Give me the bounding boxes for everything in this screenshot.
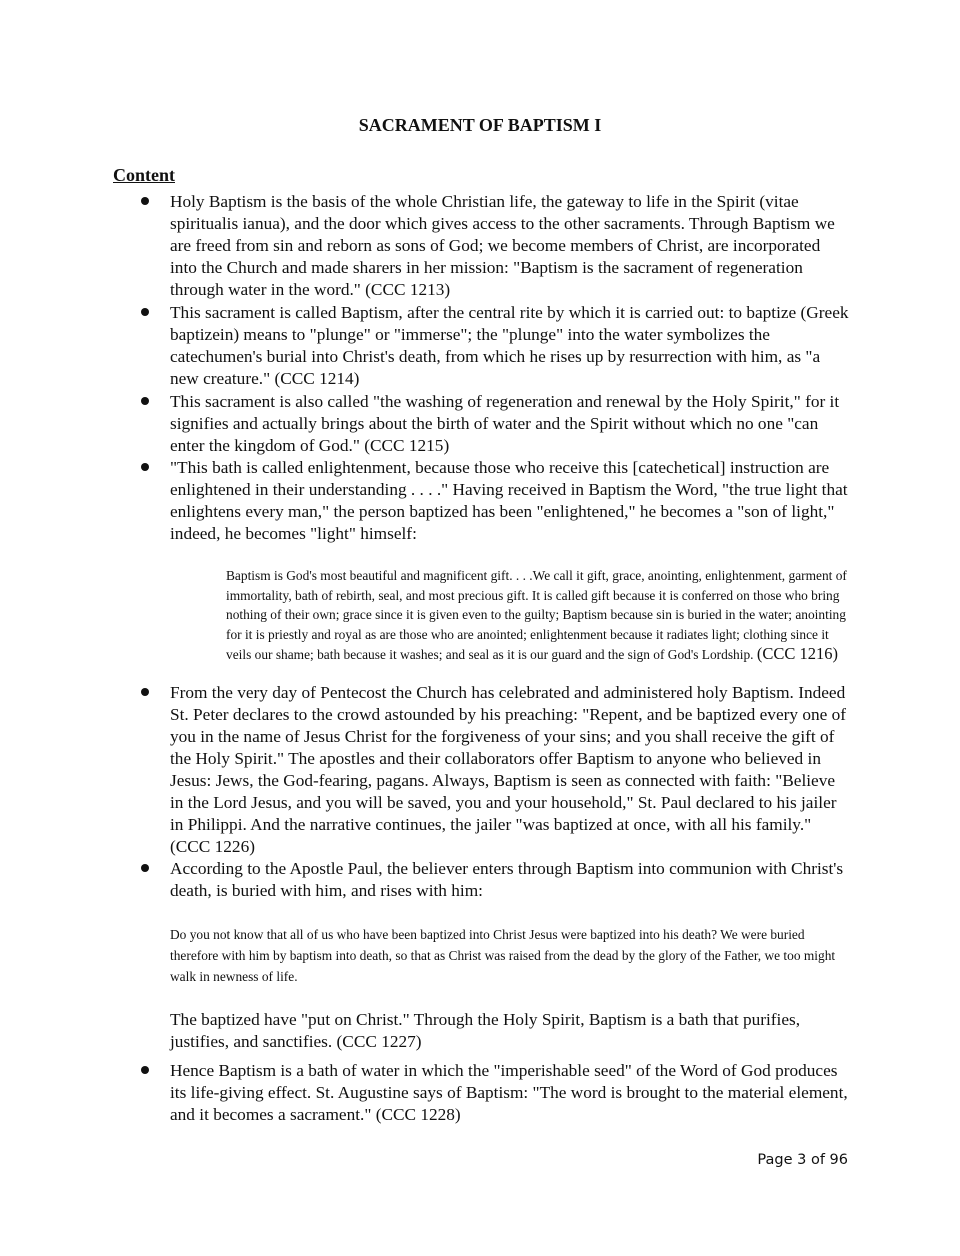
quote-text: Baptism is God's most beautiful and magnificent gift. . . .We call it gift, grace, anointing, enlightenment, garment of immortality, bath of rebirth, seal, and most precious gift. It is called gift because it is conferred on those who bring nothing of their own; grace since it is given even to the guilty; Baptism because sin is buried in the water; anointing for it is priestly and royal as are those who are anointed; enlightenment because it radiates light; clothing since it veils our shame; bath because it washes; and seal as it is our guard and the sign of God's Lordship. xyxy=(226,568,847,662)
quote-citation: (CCC 1216) xyxy=(756,644,839,663)
paragraph: The baptized have "put on Christ." Through the Holy Spirit, Baptism is a bath that purifies, justifies, and sanctifies. (CCC 1227) xyxy=(170,1010,801,1051)
bullet-icon xyxy=(141,463,149,471)
section-heading: Content xyxy=(113,165,175,185)
bullet-icon xyxy=(141,397,149,405)
bullet-icon xyxy=(141,688,149,696)
paragraph: This sacrament is also called "the washing of regeneration and renewal by the Holy Spirit," for it signifies and actually brings about the birth of water and the Spirit without which no one "can enter the kingdom of God." (CCC 1215) xyxy=(170,392,840,455)
bullet-icon xyxy=(141,864,149,872)
block-quote xyxy=(226,566,848,665)
bullet-icon xyxy=(141,1066,149,1074)
bullet-icon xyxy=(141,308,149,316)
paragraph: This sacrament is called Baptism, after the central rite by which it is carried out: to baptize (Greek baptizein) means to "plunge" or "immerse"; the "plunge" into the water symbolizes the catechumen's burial into Christ's death, from which he rises up by resurrection with him, as "a new creature." (CCC 1214) xyxy=(170,303,849,388)
paragraph: From the very day of Pentecost the Church has celebrated and administered holy Baptism. Indeed St. Peter declares to the crowd astounded by his preaching: "Repent, and be baptized every one of you in the name of Jesus Christ for the forgiveness of your sins; and you shall receive the gift of the Holy Spirit." The apostles and their collaborators offer Baptism to anyone who believed in Jesus: Jews, the God-fearing, pagans. Always, Baptism is seen as connected with faith: "Believe in the Lord Jesus, and you will be saved, you and your household," St. Paul declared to his jailer in Philippi. And the narrative continues, the jailer "was baptized at once, with all his family." (CCC 1226) xyxy=(170,683,847,856)
bullet-icon xyxy=(141,197,149,205)
page-title: SACRAMENT OF BAPTISM I xyxy=(358,115,602,135)
paragraph: According to the Apostle Paul, the believer enters through Baptism into communion with Christ's death, is buried with him, and rises with him: xyxy=(170,859,844,900)
paragraph: Holy Baptism is the basis of the whole Christian life, the gateway to life in the Spirit (vitae spiritualis ianua), and the door which gives access to the other sacraments. Through Baptism we are freed from sin and reborn as sons of God; we become members of Christ, are incorporated into the Church and made sharers in her mission: "Baptism is the sacrament of regeneration through water in the word." (CCC 1213) xyxy=(170,192,835,299)
paragraph: Hence Baptism is a bath of water in which the "imperishable seed" of the Word of God produces its life-giving effect. St. Augustine says of Baptism: "The word is brought to the material element, and it becomes a sacrament." (CCC 1228) xyxy=(170,1061,848,1124)
block-quote: Do you not know that all of us who have been baptized into Christ Jesus were baptized into his death? We were buried therefore with him by baptism into death, so that as Christ was raised from the dead by the glory of the Father, we too might walk in newness of life. xyxy=(170,927,836,984)
page-number: Page 3 of 96 xyxy=(757,1152,848,1168)
paragraph: "This bath is called enlightenment, because those who receive this [catechetical] instruction are enlightened in their understanding . . . ." Having received in Baptism the Word, "the true light that enlightens every man," the person baptized has been "enlightened," he becomes a "son of light," indeed, he becomes "light" himself: xyxy=(170,458,848,543)
